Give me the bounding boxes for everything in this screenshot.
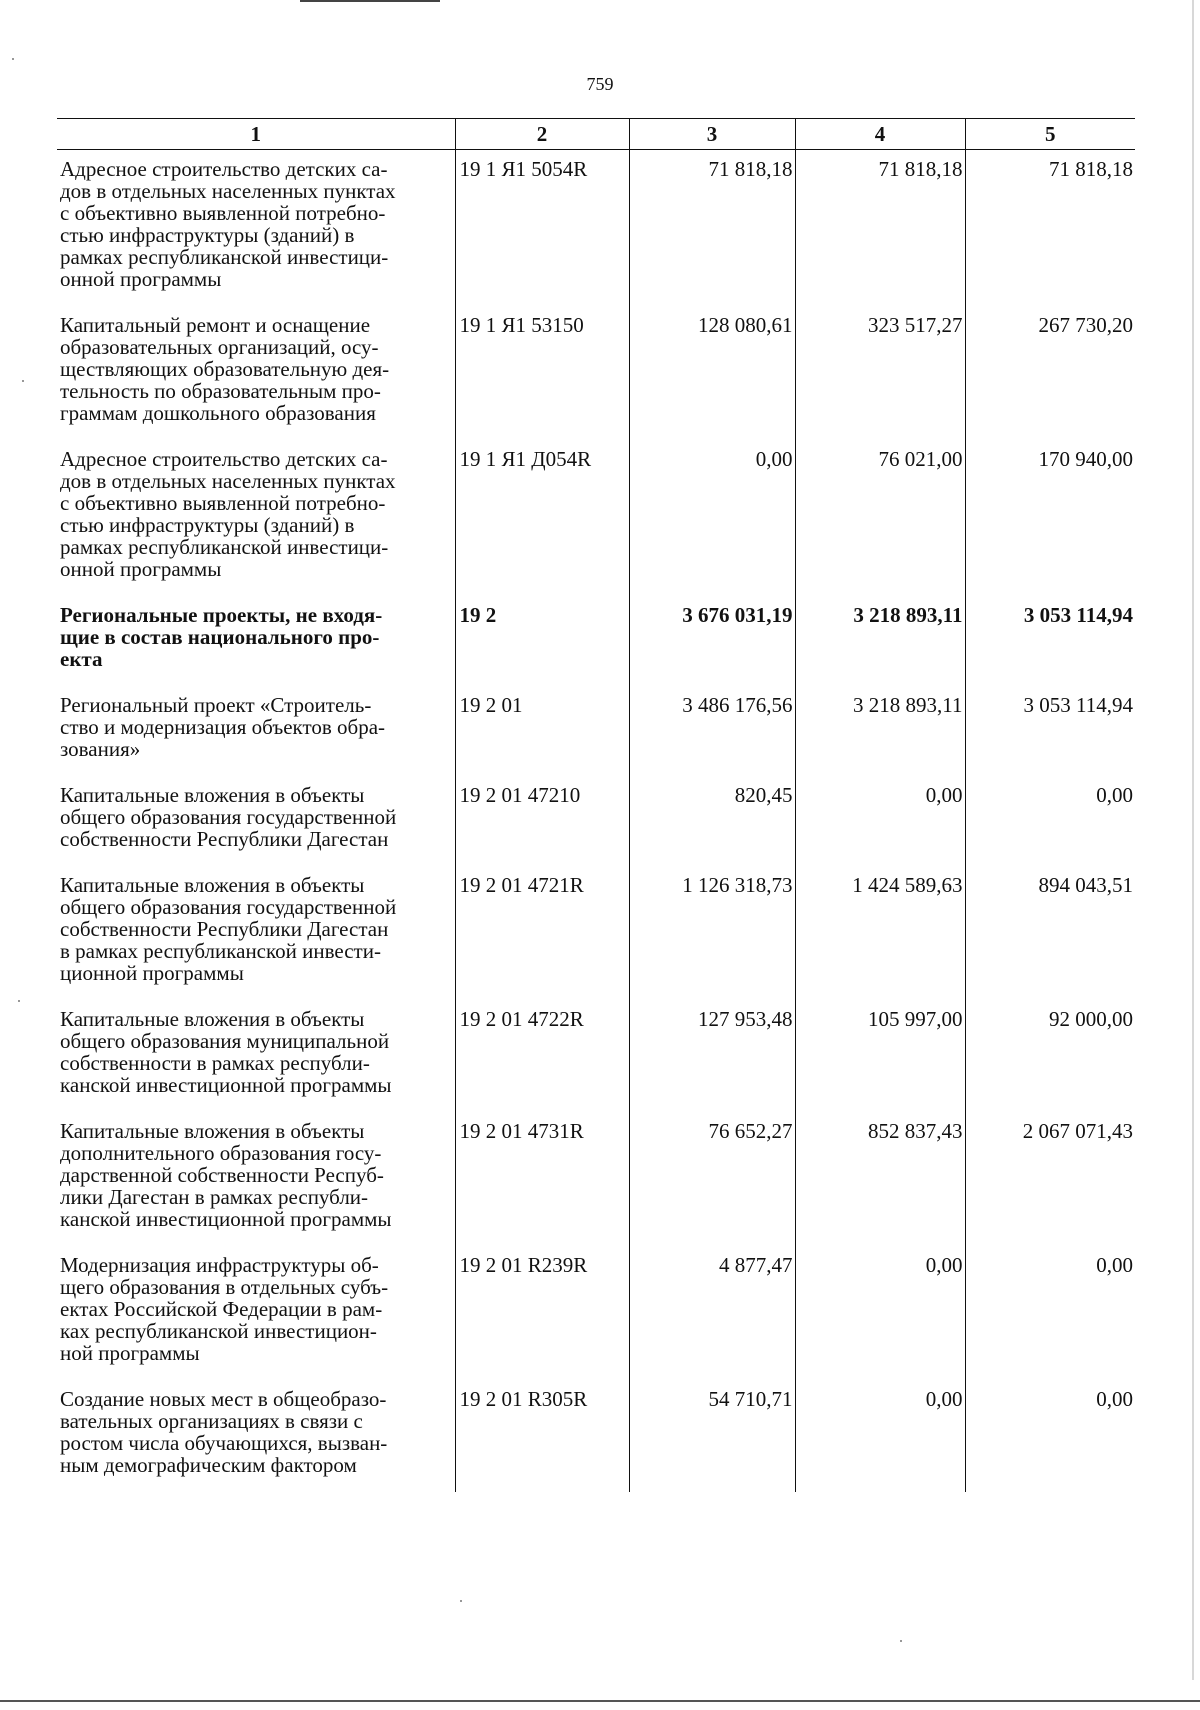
column-header-5: 5: [965, 119, 1135, 150]
row-code-cell: 19 1 Я1 5054R: [455, 150, 629, 307]
table-row: [57, 1380, 1135, 1492]
table-row: [57, 1000, 1135, 1112]
row-name-cell: Капитальные вложения в объекты общего образования государственной собственности Республики Дагестан в рамках республиканской инвести- ционной программы: [60, 873, 397, 985]
row-value-col4-cell: 3 218 893,11: [795, 686, 965, 776]
row-value-col5-cell: 0,00: [965, 776, 1135, 866]
row-value-col3-cell: 3 486 176,56: [629, 686, 795, 776]
row-name-cell: Модернизация инфраструктуры об- щего образования в отдельных субъ- ектах Российской Федерации в рам- ках республиканской инвестицион- ной программы: [60, 1253, 389, 1365]
row-value-col3-cell: 0,00: [629, 440, 795, 596]
scan-speck: [22, 380, 24, 382]
table-row: [57, 686, 1135, 776]
row-value-col3-cell: 4 877,47: [629, 1246, 795, 1380]
row-value-col4-cell: 76 021,00: [795, 440, 965, 596]
row-name-cell: Адресное строительство детских са- дов в отдельных населенных пунктах с объективно выявленной потребно- стью инфраструктуры (зданий) в рамках республиканской инвестици- онной программы: [60, 157, 396, 291]
row-code-cell: 19 2 01: [455, 686, 629, 776]
row-name-cell: Региональные проекты, не входя- щие в состав национального про- екта: [60, 603, 383, 671]
row-value-col4-cell: 105 997,00: [795, 1000, 965, 1112]
column-header-3: 3: [629, 119, 795, 150]
row-value-col3-cell: 54 710,71: [629, 1380, 795, 1492]
row-value-col4-cell: 0,00: [795, 1246, 965, 1380]
row-code-cell: 19 1 Я1 Д054R: [455, 440, 629, 596]
table-row: [57, 1112, 1135, 1246]
column-header-2: 2: [455, 119, 629, 150]
row-value-col4-cell: 852 837,43: [795, 1112, 965, 1246]
row-value-col4-cell: 1 424 589,63: [795, 866, 965, 1000]
row-code-cell: 19 2 01 4722R: [455, 1000, 629, 1112]
row-code-cell: 19 2 01 47210: [455, 776, 629, 866]
table-row: [57, 776, 1135, 866]
row-value-col4-cell: 71 818,18: [795, 150, 965, 307]
scan-edge-top: [300, 0, 440, 2]
table-row: [57, 596, 1135, 686]
table-row: [57, 306, 1135, 440]
table-row: [57, 440, 1135, 596]
row-code-cell: 19 1 Я1 53150: [455, 306, 629, 440]
row-value-col5-cell: 170 940,00: [965, 440, 1135, 596]
column-header-1: 1: [57, 119, 455, 150]
row-value-col3-cell: 3 676 031,19: [629, 596, 795, 686]
page-number: 759: [586, 74, 614, 94]
row-value-col4-cell: 3 218 893,11: [795, 596, 965, 686]
row-value-col5-cell: 2 067 071,43: [965, 1112, 1135, 1246]
row-value-col5-cell: 3 053 114,94: [965, 596, 1135, 686]
scan-edge-right: [1192, 0, 1194, 1680]
row-value-col3-cell: 1 126 318,73: [629, 866, 795, 1000]
row-value-col3-cell: 127 953,48: [629, 1000, 795, 1112]
row-value-col4-cell: 0,00: [795, 1380, 965, 1492]
row-value-col4-cell: 0,00: [795, 776, 965, 866]
row-name-cell: Региональный проект «Строитель- ство и модернизация объектов обра- зования»: [60, 693, 386, 761]
table-body: [57, 150, 1135, 1493]
row-value-col5-cell: 894 043,51: [965, 866, 1135, 1000]
row-value-col5-cell: 0,00: [965, 1380, 1135, 1492]
row-code-cell: 19 2 01 4721R: [455, 866, 629, 1000]
row-name-cell: Капитальные вложения в объекты общего образования муниципальной собственности в рамках республи- канской инвестиционной программы: [60, 1007, 392, 1097]
row-code-cell: 19 2: [455, 596, 629, 686]
row-value-col3-cell: 820,45: [629, 776, 795, 866]
row-value-col3-cell: 71 818,18: [629, 150, 795, 307]
scan-speck: [460, 1600, 462, 1602]
table-header-row: [57, 119, 1135, 150]
table-row: [57, 866, 1135, 1000]
row-name-cell: Капитальный ремонт и оснащение образовательных организаций, осу- ществляющих образовательную дея- тельность по образовательным про- граммам дошкольного образования: [60, 313, 390, 425]
row-value-col3-cell: 128 080,61: [629, 306, 795, 440]
row-value-col4-cell: 323 517,27: [795, 306, 965, 440]
scan-edge-bottom: [0, 1700, 1200, 1702]
scan-speck: [12, 58, 14, 60]
row-name-cell: Адресное строительство детских са- дов в отдельных населенных пунктах с объективно выявленной потребно- стью инфраструктуры (зданий) в рамках республиканской инвестици- онной программы: [60, 447, 396, 581]
row-name-cell: Капитальные вложения в объекты дополнительного образования госу- дарственной собственности Респуб- лики Дагестан в рамках республи- канской инвестиционной программы: [60, 1119, 392, 1231]
scan-speck: [900, 1640, 902, 1642]
scan-speck: [18, 1000, 20, 1002]
row-value-col5-cell: 92 000,00: [965, 1000, 1135, 1112]
row-code-cell: 19 2 01 4731R: [455, 1112, 629, 1246]
budget-table-container: [57, 118, 1135, 1492]
table-row: [57, 1246, 1135, 1380]
row-code-cell: 19 2 01 R239R: [455, 1246, 629, 1380]
row-value-col5-cell: 3 053 114,94: [965, 686, 1135, 776]
row-value-col5-cell: 267 730,20: [965, 306, 1135, 440]
row-value-col5-cell: 0,00: [965, 1246, 1135, 1380]
budget-table: [57, 118, 1135, 1492]
table-row: [57, 150, 1135, 307]
row-value-col3-cell: 76 652,27: [629, 1112, 795, 1246]
row-name-cell: Создание новых мест в общеобразо- вательных организациях в связи с ростом числа обучающихся, вызван- ным демографическим фактором: [60, 1387, 388, 1477]
row-value-col5-cell: 71 818,18: [965, 150, 1135, 307]
row-name-cell: Капитальные вложения в объекты общего образования государственной собственности Республики Дагестан: [60, 783, 397, 851]
row-code-cell: 19 2 01 R305R: [455, 1380, 629, 1492]
column-header-4: 4: [795, 119, 965, 150]
